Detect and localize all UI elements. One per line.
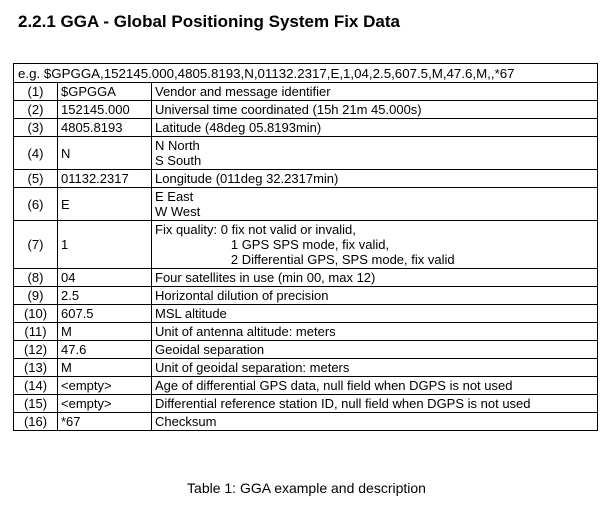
field-value: E	[58, 188, 152, 221]
table-row	[14, 269, 598, 287]
example-sentence: e.g. $GPGGA,152145.000,4805.8193,N,01132.2317,E,1,04,2.5,607.5,M,47.6,M,,*67	[14, 64, 598, 83]
field-value: 1	[58, 221, 152, 269]
field-number: (13)	[14, 359, 58, 377]
description-line: Fix quality: 0 fix not valid or invalid,	[155, 222, 356, 237]
table-row	[14, 101, 598, 119]
field-number: (2)	[14, 101, 58, 119]
table-row	[14, 359, 598, 377]
field-number: (14)	[14, 377, 58, 395]
field-value: <empty>	[58, 395, 152, 413]
description-line: 1 GPS SPS mode, fix valid,	[155, 237, 390, 252]
field-description	[152, 359, 598, 377]
description-line: Age of differential GPS data, null field when DGPS is not used	[155, 378, 513, 393]
field-value: $GPGGA	[58, 83, 152, 101]
field-value: N	[58, 137, 152, 170]
field-number: (12)	[14, 341, 58, 359]
description-line: Universal time coordinated (15h 21m 45.000s)	[155, 102, 422, 117]
field-description	[152, 221, 598, 269]
field-description	[152, 170, 598, 188]
gga-table	[13, 63, 598, 431]
field-value: 607.5	[58, 305, 152, 323]
table-row	[14, 305, 598, 323]
field-value: 47.6	[58, 341, 152, 359]
field-description	[152, 269, 598, 287]
field-number: (6)	[14, 188, 58, 221]
table-row	[14, 395, 598, 413]
field-description	[152, 101, 598, 119]
field-value: M	[58, 323, 152, 341]
field-value: *67	[58, 413, 152, 431]
description-line: Longitude (011deg 32.2317min)	[155, 171, 339, 186]
description-line: Latitude (48deg 05.8193min)	[155, 120, 322, 135]
table-row	[14, 287, 598, 305]
description-line: W West	[155, 204, 201, 219]
gga-table-body	[14, 64, 598, 431]
field-number: (1)	[14, 83, 58, 101]
field-description	[152, 188, 598, 221]
description-line: Four satellites in use (min 00, max 12)	[155, 270, 376, 285]
table-row	[14, 323, 598, 341]
field-number: (4)	[14, 137, 58, 170]
description-line: N North	[155, 138, 200, 153]
description-line: Unit of geoidal separation: meters	[155, 360, 350, 375]
field-description	[152, 287, 598, 305]
field-value: 04	[58, 269, 152, 287]
field-description	[152, 137, 598, 170]
field-value: 01132.2317	[58, 170, 152, 188]
table-row	[14, 221, 598, 269]
field-description	[152, 413, 598, 431]
description-line: Differential reference station ID, null field when DGPS is not used	[155, 396, 531, 411]
field-number: (16)	[14, 413, 58, 431]
table-row	[14, 341, 598, 359]
table-caption: Table 1: GGA example and description	[187, 480, 426, 496]
table-row	[14, 413, 598, 431]
field-description	[152, 341, 598, 359]
field-number: (10)	[14, 305, 58, 323]
description-line: Checksum	[155, 414, 217, 429]
field-description	[152, 83, 598, 101]
field-description	[152, 395, 598, 413]
field-value: 2.5	[58, 287, 152, 305]
field-number: (3)	[14, 119, 58, 137]
field-number: (8)	[14, 269, 58, 287]
description-line: Geoidal separation	[155, 342, 265, 357]
field-value: 4805.8193	[58, 119, 152, 137]
description-line: 2 Differential GPS, SPS mode, fix valid	[155, 252, 455, 267]
field-description	[152, 323, 598, 341]
description-line: E East	[155, 189, 194, 204]
field-number: (5)	[14, 170, 58, 188]
field-description	[152, 119, 598, 137]
section-heading: 2.2.1 GGA - Global Positioning System Fix Data	[18, 12, 400, 31]
field-number: (15)	[14, 395, 58, 413]
table-row	[14, 170, 598, 188]
field-description	[152, 377, 598, 395]
field-description	[152, 305, 598, 323]
table-row	[14, 83, 598, 101]
description-line: Unit of antenna altitude: meters	[155, 324, 336, 339]
field-number: (7)	[14, 221, 58, 269]
table-row	[14, 188, 598, 221]
table-row	[14, 119, 598, 137]
field-number: (11)	[14, 323, 58, 341]
table-row	[14, 377, 598, 395]
description-line: S South	[155, 153, 202, 168]
example-row	[14, 64, 598, 83]
description-line: Vendor and message identifier	[155, 84, 331, 99]
field-value: M	[58, 359, 152, 377]
field-value: <empty>	[58, 377, 152, 395]
table-row	[14, 137, 598, 170]
field-number: (9)	[14, 287, 58, 305]
field-value: 152145.000	[58, 101, 152, 119]
description-line: Horizontal dilution of precision	[155, 288, 329, 303]
description-line: MSL altitude	[155, 306, 227, 321]
